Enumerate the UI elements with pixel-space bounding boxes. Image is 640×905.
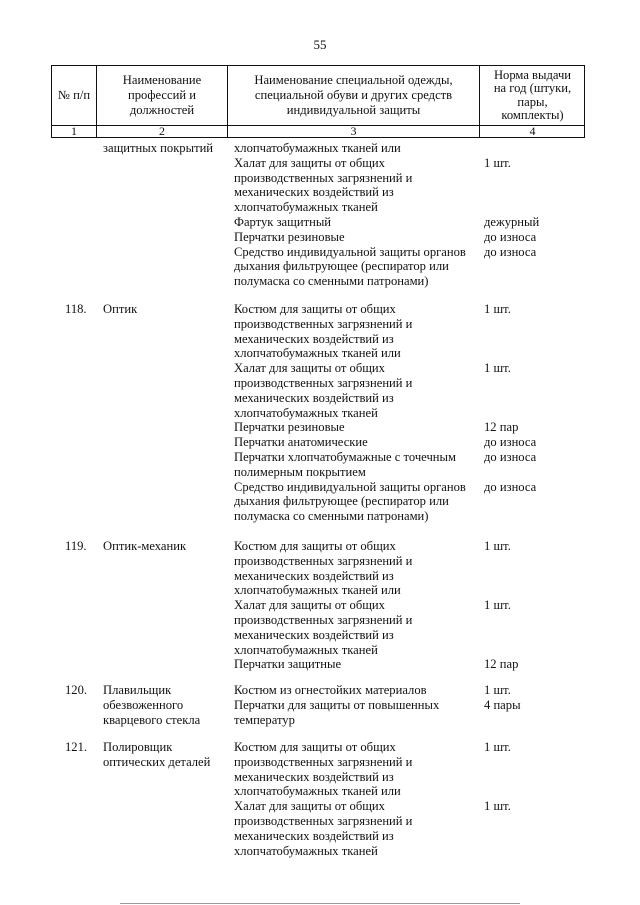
item-norm: 1 шт. bbox=[484, 155, 511, 170]
item-norm: 4 пары bbox=[484, 697, 521, 712]
item-norm: до износа bbox=[484, 229, 537, 244]
item-text: Костюм для защиты от общих bbox=[234, 740, 396, 754]
header-line: на год (штуки, bbox=[493, 81, 572, 95]
item-text: механических воздействий из bbox=[234, 828, 394, 843]
item-norm: до износа bbox=[484, 244, 537, 259]
header-line: специальной обуви и других средств bbox=[254, 88, 453, 103]
item-text: Перчатки анатомические bbox=[234, 435, 368, 450]
item-text: температур bbox=[234, 712, 295, 727]
header-line: должностей bbox=[129, 102, 195, 117]
item-norm: 1 шт. bbox=[484, 539, 511, 553]
item-text: хлопчатобумажных тканей или bbox=[234, 346, 401, 361]
item-text: Костюм из огнестойких материалов bbox=[234, 683, 427, 697]
item-text: производственных загрязнений и bbox=[234, 613, 413, 627]
footer-rule bbox=[120, 903, 520, 904]
row-profession: обезвоженного bbox=[103, 697, 184, 712]
item-norm: 12 пар bbox=[484, 420, 519, 435]
item-text: Перчатки резиновые bbox=[234, 420, 345, 435]
item-norm: до износа bbox=[484, 435, 537, 450]
row-number: 119. bbox=[65, 539, 87, 553]
column-number: 2 bbox=[159, 124, 165, 138]
item-text: Средство индивидуальной защиты органов bbox=[234, 244, 466, 259]
header-line: индивидуальной защиты bbox=[286, 102, 421, 117]
item-norm: до износа bbox=[484, 479, 537, 494]
row-profession: Полировщик bbox=[103, 740, 173, 754]
item-text: Костюм для защиты от общих bbox=[234, 302, 396, 316]
item-norm: 1 шт. bbox=[484, 740, 511, 754]
item-text: Фартук защитный bbox=[234, 215, 332, 229]
item-text: Перчатки хлопчатобумажные с точечным bbox=[234, 450, 456, 464]
item-text: дыхания фильтрующее (респиратор или bbox=[234, 494, 449, 509]
header-line: Норма выдачи bbox=[493, 67, 572, 82]
item-text: Средство индивидуальной защиты органов bbox=[234, 479, 466, 494]
item-norm: 1 шт. bbox=[484, 361, 511, 376]
item-text: полумаска со сменными патронами) bbox=[234, 274, 429, 289]
row-profession: оптических деталей bbox=[103, 754, 211, 769]
page-number: 55 bbox=[313, 37, 327, 52]
item-text: производственных загрязнений и bbox=[234, 316, 413, 331]
row-profession: Оптик-механик bbox=[103, 539, 187, 553]
item-norm: 1 шт. bbox=[484, 683, 511, 697]
item-text: хлопчатобумажных тканей bbox=[234, 200, 378, 215]
item-text: механических воздействий из bbox=[234, 769, 394, 784]
header-line: профессий и bbox=[128, 88, 196, 103]
item-norm: до износа bbox=[484, 450, 537, 464]
item-text: механических воздействий из bbox=[234, 185, 394, 200]
item-text: производственных загрязнений и bbox=[234, 553, 413, 568]
column-number: 4 bbox=[529, 124, 536, 138]
row-profession: Оптик bbox=[103, 302, 138, 316]
item-text: Халат для защиты от общих bbox=[234, 155, 385, 170]
item-text: полимерным покрытием bbox=[234, 464, 366, 479]
item-text: Костюм для защиты от общих bbox=[234, 539, 396, 553]
item-text: Перчатки защитные bbox=[234, 657, 342, 672]
item-text: Перчатки резиновые bbox=[234, 229, 345, 244]
item-norm: 1 шт. bbox=[484, 598, 511, 613]
item-norm: дежурный bbox=[484, 215, 540, 229]
header-line: № п/п bbox=[57, 88, 91, 103]
item-text: производственных загрязнений и bbox=[234, 170, 413, 185]
header-line: Наименование bbox=[122, 73, 202, 88]
row-profession: кварцевого стекла bbox=[103, 712, 201, 727]
item-text: Халат для защиты от общих bbox=[234, 799, 385, 814]
column-number: 3 bbox=[350, 124, 357, 138]
item-text: производственных загрязнений и bbox=[234, 754, 413, 769]
item-text: полумаска со сменными патронами) bbox=[234, 509, 429, 524]
row-profession: защитных покрытий bbox=[103, 141, 214, 155]
item-text: хлопчатобумажных тканей или bbox=[234, 784, 401, 799]
item-text: производственных загрязнений и bbox=[234, 814, 413, 828]
column-number: 1 bbox=[71, 124, 77, 138]
item-text: механических воздействий из bbox=[234, 390, 394, 405]
item-text: Перчатки для защиты от повышенных bbox=[234, 697, 440, 712]
item-text: механических воздействий из bbox=[234, 331, 394, 346]
item-text: хлопчатобумажных тканей bbox=[234, 405, 378, 420]
item-text: механических воздействий из bbox=[234, 627, 394, 642]
item-text: хлопчатобумажных тканей bbox=[234, 642, 378, 657]
item-text: хлопчатобумажных тканей bbox=[234, 843, 378, 858]
row-number: 120. bbox=[65, 683, 88, 697]
item-norm: 12 пар bbox=[484, 657, 519, 672]
item-text: хлопчатобумажных тканей или bbox=[234, 583, 401, 598]
item-text: дыхания фильтрующее (респиратор или bbox=[234, 259, 449, 274]
item-norm: 1 шт. bbox=[484, 799, 511, 814]
item-text: Халат для защиты от общих bbox=[234, 361, 385, 376]
header-line: Наименование специальной одежды, bbox=[254, 73, 453, 88]
row-profession: Плавильщик bbox=[103, 683, 172, 697]
row-number: 118. bbox=[65, 302, 87, 316]
header-line: комплекты) bbox=[501, 108, 564, 122]
item-text: механических воздействий из bbox=[234, 568, 394, 583]
header-line: пары, bbox=[517, 94, 548, 109]
item-norm: 1 шт. bbox=[484, 302, 511, 316]
item-text: хлопчатобумажных тканей или bbox=[234, 141, 401, 155]
item-text: Халат для защиты от общих bbox=[234, 598, 385, 613]
item-text: производственных загрязнений и bbox=[234, 376, 413, 390]
row-number: 121. bbox=[65, 740, 88, 754]
